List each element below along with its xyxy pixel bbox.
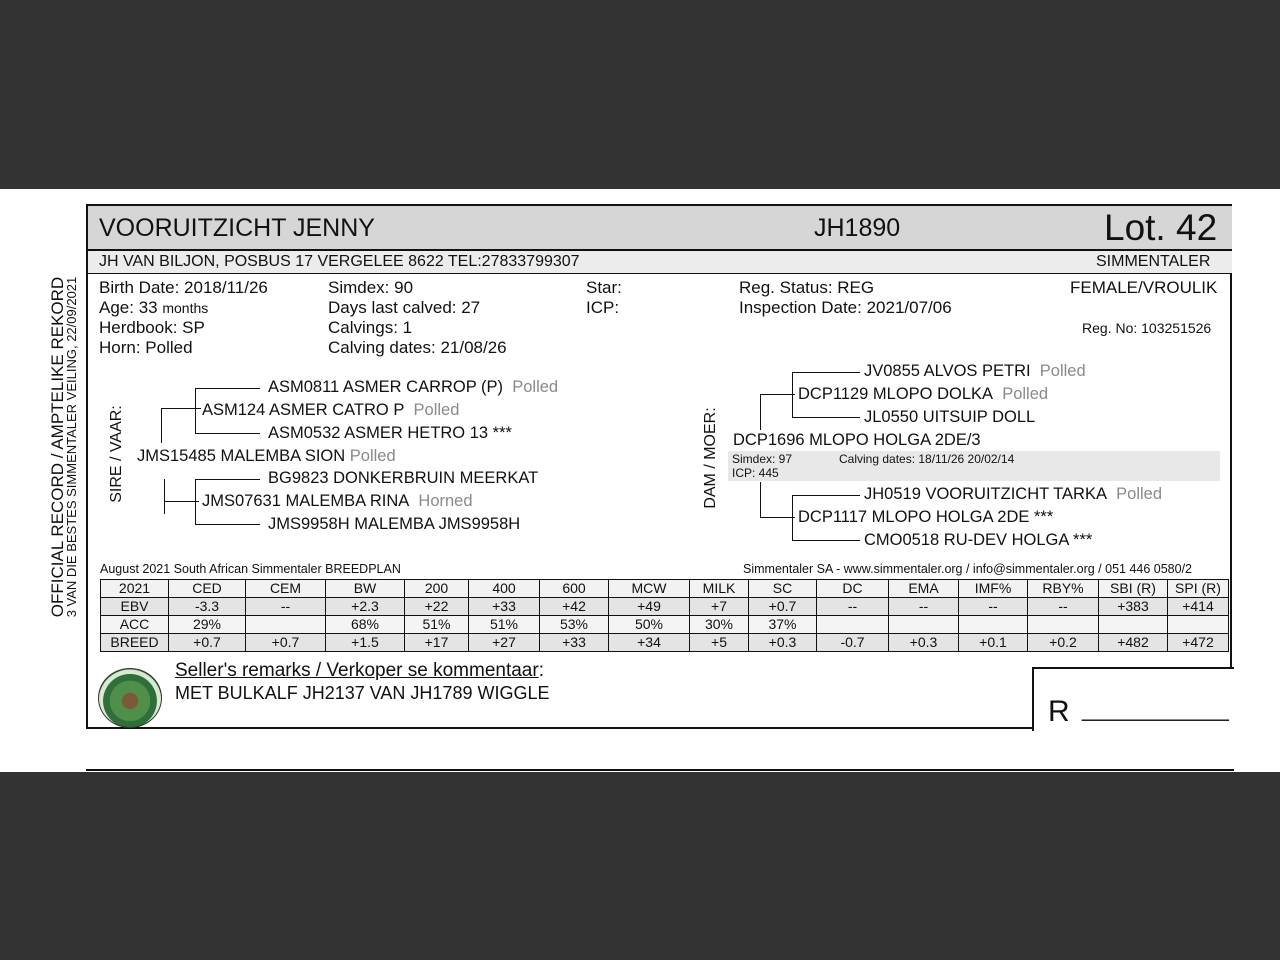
animal-name: VOORUITZICHT JENNY	[99, 214, 375, 242]
breed-cell: +0.3	[749, 634, 817, 652]
acc-cell: 53%	[540, 616, 609, 634]
ebv-cell: --	[246, 598, 326, 616]
pedigree-dam-sire: DCP1129 MLOPO DOLKA Polled	[798, 385, 1049, 403]
breed-cell: +27	[469, 634, 540, 652]
birth-date: Birth Date: 2018/11/26	[99, 278, 268, 297]
header-cell: 200	[405, 580, 469, 598]
breed-cell: +0.2	[1028, 634, 1099, 652]
acc-cell: 51%	[469, 616, 540, 634]
simdex: Simdex: 90	[328, 278, 414, 297]
ebv-cell: --	[817, 598, 889, 616]
price-blank: ___________	[1082, 695, 1229, 722]
ebv-cell: +2.3	[326, 598, 405, 616]
breed-cell: +0.1	[959, 634, 1028, 652]
breed-cell: +0.7	[169, 634, 246, 652]
acc-cell	[959, 616, 1028, 634]
auction-label: 3 VAN DIE BESTES SIMMENTALER VEILING, 22/09/2021	[64, 276, 79, 618]
ebv-cell: +22	[405, 598, 469, 616]
pedigree-sire-dam-sire: BG9823 DONKERBRUIN MEERKAT	[268, 469, 539, 487]
acc-values-row	[101, 616, 1229, 634]
ebv-cell: +49	[609, 598, 690, 616]
pedigree-sire-sire-sire: ASM0811 ASMER CARROP (P) Polled	[268, 378, 559, 396]
header-cell: 400	[469, 580, 540, 598]
card-header	[88, 206, 1232, 251]
ebv-cell: --	[959, 598, 1028, 616]
ebv-cell: +383	[1099, 598, 1168, 616]
pedigree-sire-sire-dam: ASM0532 ASMER HETRO 13 ***	[268, 424, 512, 442]
pedigree-dam-dam-dam: CMO0518 RU-DEV HOLGA ***	[864, 531, 1093, 549]
ebv-table	[100, 579, 1229, 652]
sex: FEMALE/VROULIK	[1070, 278, 1218, 297]
header-cell: CED	[169, 580, 246, 598]
ebv-cell: +414	[1168, 598, 1229, 616]
ebv-cell: +0.7	[749, 598, 817, 616]
acc-cell: 50%	[609, 616, 690, 634]
price-currency: R	[1048, 695, 1070, 728]
breed-cell: +33	[540, 634, 609, 652]
inspection-date: Inspection Date: 2021/07/06	[739, 298, 952, 317]
header-cell: BW	[326, 580, 405, 598]
pedigree-dam-sire-dam: JL0550 UITSUIP DOLL	[864, 408, 1036, 426]
dam-label: DAM / MOER:	[702, 407, 719, 509]
header-cell: SPI (R)	[1168, 580, 1229, 598]
header-cell: CEM	[246, 580, 326, 598]
acc-cell	[1028, 616, 1099, 634]
days-last-calved: Days last calved: 27	[328, 298, 481, 317]
ebv-cell: --	[1028, 598, 1099, 616]
pedigree-dam-dam-sire: JH0519 VOORUITZICHT TARKA Polled	[864, 485, 1163, 503]
breedplan-contact: Simmentaler SA - www.simmentaler.org / info@simmentaler.org / 051 446 0580/2	[743, 562, 1193, 576]
breed-avg-row	[101, 634, 1229, 652]
breed-name: SIMMENTALER	[1096, 253, 1211, 270]
pedigree-sire: JMS15485 MALEMBA SION Polled	[137, 447, 396, 465]
lot-card	[86, 204, 1232, 729]
pedigree-sire-dam: JMS07631 MALEMBA RINA Horned	[202, 492, 473, 510]
header-cell: SBI (R)	[1099, 580, 1168, 598]
pedigree-dam-dam: DCP1117 MLOPO HOLGA 2DE ***	[798, 508, 1054, 526]
acc-cell	[1099, 616, 1168, 634]
breed-cell: +472	[1168, 634, 1229, 652]
pedigree-sire-dam-dam: JMS9958H MALEMBA JMS9958H	[268, 515, 521, 533]
ebv-header-row	[101, 580, 1229, 598]
breed-cell: BREED	[101, 634, 169, 652]
calvings: Calvings: 1	[328, 318, 413, 337]
acc-cell: 29%	[169, 616, 246, 634]
ebv-cell: +7	[690, 598, 749, 616]
catalogue-page	[0, 189, 1280, 772]
breed-cell: +34	[609, 634, 690, 652]
page-bottom-rule	[86, 769, 1234, 771]
ebv-cell: +42	[540, 598, 609, 616]
breed-cell: +1.5	[326, 634, 405, 652]
header-cell: DC	[817, 580, 889, 598]
breed-cell: +0.3	[889, 634, 959, 652]
header-cell: EMA	[889, 580, 959, 598]
header-cell: IMF%	[959, 580, 1028, 598]
reg-number: Reg. No: 103251526	[1082, 320, 1212, 336]
reg-status: Reg. Status: REG	[739, 278, 875, 297]
horn-status: Horn: Polled	[99, 338, 193, 357]
header-cell: MCW	[609, 580, 690, 598]
star: Star:	[586, 278, 622, 297]
dam-simdex: Simdex: 97	[732, 452, 793, 466]
dam-info-box	[728, 451, 1220, 481]
acc-cell: 68%	[326, 616, 405, 634]
acc-cell: 51%	[405, 616, 469, 634]
breed-cell: +482	[1099, 634, 1168, 652]
acc-cell: 30%	[690, 616, 749, 634]
owner-details: JH VAN BILJON, POSBUS 17 VERGELEE 8622 TEL:27833799307	[99, 253, 580, 270]
official-record-label: OFFICIAL RECORD / AMPTELIKE REKORD	[48, 276, 67, 618]
header-cell: SC	[749, 580, 817, 598]
remarks-text: MET BULKALF JH2137 VAN JH1789 WIGGLE	[175, 683, 550, 703]
simmentaler-logo	[98, 668, 162, 728]
dam-calving-dates: Calving dates: 18/11/26 20/02/14	[839, 452, 1015, 466]
owner-row	[88, 251, 1232, 274]
sire-label: SIRE / VAAR:	[108, 405, 125, 503]
acc-cell	[246, 616, 326, 634]
age: Age: 33 months	[99, 298, 209, 317]
breed-cell: +17	[405, 634, 469, 652]
ebv-values-row	[101, 598, 1229, 616]
ebv-cell: +33	[469, 598, 540, 616]
acc-cell: 37%	[749, 616, 817, 634]
header-cell: 2021	[101, 580, 169, 598]
animal-id: JH1890	[814, 214, 901, 242]
dam-icp: ICP: 445	[732, 466, 779, 480]
ebv-cell: -3.3	[169, 598, 246, 616]
ebv-cell: EBV	[101, 598, 169, 616]
breedplan-source: August 2021 South African Simmentaler BREEDPLAN	[100, 562, 401, 576]
header-cell: MILK	[690, 580, 749, 598]
breed-cell: +5	[690, 634, 749, 652]
header-cell: 600	[540, 580, 609, 598]
acc-cell: ACC	[101, 616, 169, 634]
acc-cell	[1168, 616, 1229, 634]
price-box	[1032, 667, 1234, 731]
breed-cell: +0.7	[246, 634, 326, 652]
breed-cell: -0.7	[817, 634, 889, 652]
acc-cell	[889, 616, 959, 634]
calving-dates: Calving dates: 21/08/26	[328, 338, 507, 357]
pedigree-dam-sire-sire: JV0855 ALVOS PETRI Polled	[864, 362, 1086, 380]
acc-cell	[817, 616, 889, 634]
remarks-title: Seller's remarks / Verkoper se kommentaar:	[175, 660, 544, 681]
lot-number: Lot. 42	[1104, 207, 1218, 248]
header-cell: RBY%	[1028, 580, 1099, 598]
icp: ICP:	[586, 298, 620, 317]
pedigree-sire-sire: ASM124 ASMER CATRO P Polled	[202, 401, 460, 419]
pedigree-dam: DCP1696 MLOPO HOLGA 2DE/3	[733, 431, 981, 449]
ebv-cell: --	[889, 598, 959, 616]
herdbook: Herdbook: SP	[99, 318, 205, 337]
